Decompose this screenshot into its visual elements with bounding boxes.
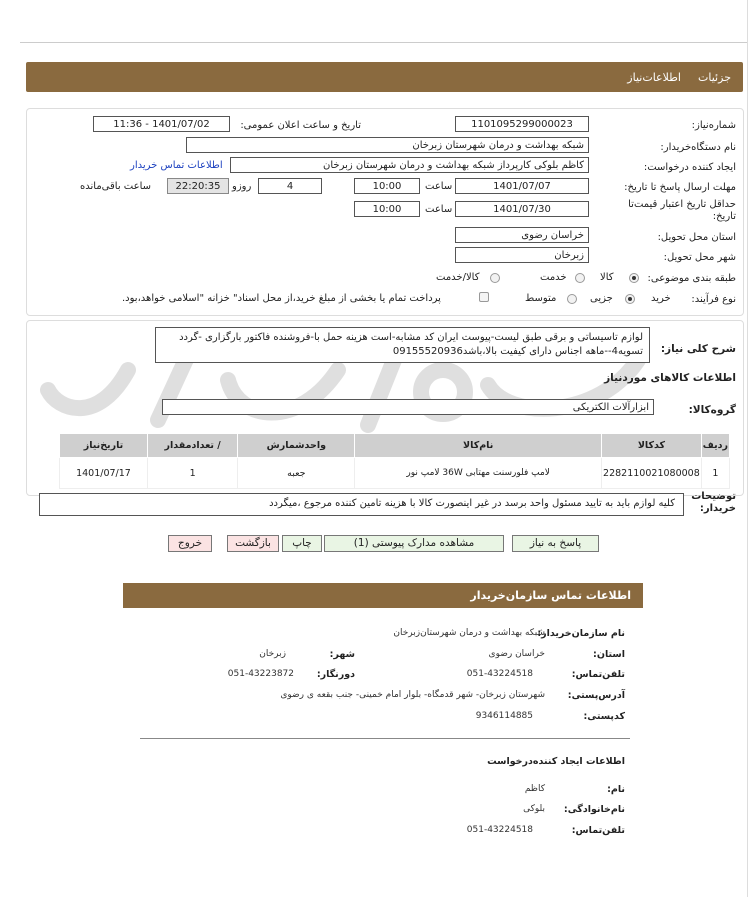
buyer-notes-label: توضیحات خریدار: bbox=[691, 491, 736, 514]
contact-address-label: آدرس‌پستی: bbox=[567, 690, 625, 701]
category-service-radio[interactable] bbox=[575, 273, 585, 283]
validity-time-field: 10:00 bbox=[354, 201, 420, 217]
process-partial-radio[interactable] bbox=[625, 294, 635, 304]
attachments-button[interactable]: مشاهده مدارک پیوستی (1) bbox=[324, 535, 504, 552]
col-code: کدکالا bbox=[602, 434, 702, 458]
category-goods-radio[interactable] bbox=[629, 273, 639, 283]
row-qty: 1 bbox=[147, 458, 237, 489]
need-number-field: 1101095299000023 bbox=[455, 116, 589, 132]
creator-last-name-label: نام‌خانوادگی: bbox=[563, 804, 625, 815]
exit-button[interactable]: خروج bbox=[168, 535, 212, 552]
deadline-time-field: 10:00 bbox=[354, 178, 420, 194]
remaining-label: ساعت باقی‌مانده bbox=[80, 181, 152, 192]
buyer-org-label: نام دستگاه‌خریدار: bbox=[660, 142, 736, 153]
contact-org-value: شبکه بهداشت و درمان شهرستان‌زبرخان bbox=[393, 628, 545, 638]
validity-date-field: 1401/07/30 bbox=[455, 201, 589, 217]
deadline-time-label: ساعت bbox=[425, 181, 453, 192]
tab-details[interactable]: جزئیات bbox=[698, 71, 731, 84]
creator-last-name-value: بلوکی bbox=[523, 804, 545, 814]
creator-phone-label: تلفن‌تماس: bbox=[571, 825, 625, 836]
deadline-date-field: 1401/07/07 bbox=[455, 178, 589, 194]
page-right-border bbox=[747, 0, 748, 897]
announce-label: تاریخ و ساعت اعلان عمومی: bbox=[240, 120, 361, 131]
reply-button[interactable]: پاسخ به نیاز bbox=[512, 535, 599, 552]
contact-province-label: استان: bbox=[593, 649, 625, 660]
province-field: خراسان رضوی bbox=[455, 227, 589, 243]
validity-time-label: ساعت bbox=[425, 204, 453, 215]
contact-org-label: نام سازمان‌خریدار: bbox=[537, 628, 625, 639]
goods-table bbox=[59, 433, 730, 489]
goods-table-header bbox=[60, 434, 730, 458]
category-goods-label: کالا bbox=[600, 272, 614, 283]
col-date: تاریخ‌نیاز bbox=[60, 434, 148, 458]
row-code: 2282110021080008 bbox=[602, 458, 702, 489]
creator-first-name-label: نام: bbox=[607, 784, 625, 795]
col-unit: واحدشمارش bbox=[238, 434, 355, 458]
validity-label: حداقل تاریخ اعتبار قیمت‌تا تاریخ: bbox=[628, 199, 736, 222]
treasury-note: پرداخت تمام یا بخشی از مبلغ خرید،از محل اسناد" خزانه "اسلامی خواهد،بود. bbox=[122, 293, 441, 304]
row-date: 1401/07/17 bbox=[60, 458, 148, 489]
contact-section-header bbox=[123, 583, 643, 608]
creator-label: ایجاد کننده درخواست: bbox=[643, 162, 736, 173]
goods-section-title: اطلاعات کالاهای موردنیاز bbox=[604, 372, 736, 384]
announce-field: 1401/07/02 - 11:36 bbox=[93, 116, 230, 132]
deadline-label: مهلت ارسال پاسخ تا تاریخ: bbox=[624, 182, 736, 193]
province-label: استان محل تحویل: bbox=[657, 232, 736, 243]
row-name: لامپ فلورسنت مهتابی 36W لامپ نور bbox=[355, 458, 602, 489]
category-goods-service-radio[interactable] bbox=[490, 273, 500, 283]
contact-address-value: شهرستان زبرخان- شهر قدمگاه- بلوار امام خمینی- جنب بقعه ی رضوی bbox=[280, 690, 545, 700]
row-unit: جعبه bbox=[238, 458, 355, 489]
contact-phone-value: 051-43224518 bbox=[466, 669, 533, 679]
category-label: طبقه بندی موضوعی: bbox=[647, 273, 736, 284]
contact-fax-value: 051-43223872 bbox=[227, 669, 294, 679]
process-label: نوع فرآیند: bbox=[691, 294, 736, 305]
col-qty: / تعدادمقدار bbox=[147, 434, 237, 458]
back-button[interactable]: بازگشت bbox=[227, 535, 279, 552]
description-box: لوازم تاسیساتی و برقی طبق لیست-پیوست ایران کد مشابه-است هزینه حمل با-فروشنده فاکتور بارگزاری -گردد تسویه4--ماهه اجناس دارای کیفیت بالا،باشد09155520936 bbox=[155, 327, 650, 363]
page-header-bar bbox=[26, 62, 743, 92]
buyer-org-field: شبکه بهداشت و درمان شهرستان زبرخان bbox=[186, 137, 589, 153]
category-service-label: خدمت bbox=[540, 272, 567, 283]
col-index: ردیف bbox=[701, 434, 729, 458]
creator-section-title: اطلاعات ایجاد کننده‌درخواست bbox=[487, 756, 625, 767]
contact-city-value: زبرخان bbox=[259, 649, 286, 659]
tab-need-info[interactable]: اطلاعات‌نیاز bbox=[627, 71, 681, 84]
days-label: روزو bbox=[232, 181, 252, 192]
description-label: شرح کلی نیاز: bbox=[660, 343, 736, 355]
contact-province-value: خراسان رضوی bbox=[488, 649, 545, 659]
contact-postal-label: کدپستی: bbox=[583, 711, 625, 722]
city-field: زبرخان bbox=[455, 247, 589, 263]
treasury-checkbox[interactable] bbox=[479, 292, 489, 302]
city-label: شهر محل تحویل: bbox=[663, 252, 736, 263]
contact-divider bbox=[140, 738, 630, 739]
contact-fax-label: دورنگار: bbox=[316, 669, 355, 680]
buyer-notes-box: کلیه لوازم باید به تایید مسئول واحد برسد در غیر اینصورت کالا با هزینه تامین کننده مرجوع ،میگردد bbox=[39, 493, 684, 516]
contact-city-label: شهر: bbox=[329, 649, 355, 660]
contact-phone-label: تلفن‌تماس: bbox=[571, 669, 625, 680]
need-number-label: شماره‌نیاز: bbox=[691, 120, 736, 131]
row-index: 1 bbox=[701, 458, 729, 489]
table-row bbox=[60, 458, 730, 489]
contact-postal-value: 9346114885 bbox=[475, 711, 533, 721]
creator-phone-value: 051-43224518 bbox=[466, 825, 533, 835]
process-medium-label: متوسط bbox=[525, 293, 557, 304]
goods-group-field: ابزارآلات الکتریکی bbox=[162, 399, 654, 415]
creator-field: کاظم بلوکی کارپرداز شبکه بهداشت و درمان شهرستان زبرخان bbox=[230, 157, 589, 173]
remaining-time-field: 22:20:35 bbox=[167, 178, 229, 194]
process-partial-label: جزیی bbox=[590, 293, 613, 304]
goods-group-label: گروه‌کالا: bbox=[688, 404, 736, 416]
category-goods-service-label: کالا/خدمت bbox=[436, 272, 480, 283]
buyer-contact-link[interactable]: اطلاعات تماس خریدار bbox=[130, 160, 223, 171]
creator-first-name-value: کاظم bbox=[524, 784, 545, 794]
col-name: نام‌کالا bbox=[355, 434, 602, 458]
contact-section-title: اطلاعات تماس سازمان‌خریدار bbox=[470, 589, 631, 602]
process-medium-radio[interactable] bbox=[567, 294, 577, 304]
days-field: 4 bbox=[258, 178, 322, 194]
print-button[interactable]: چاپ bbox=[282, 535, 322, 552]
process-purchase-label: خرید bbox=[651, 293, 671, 304]
top-divider bbox=[20, 42, 748, 43]
